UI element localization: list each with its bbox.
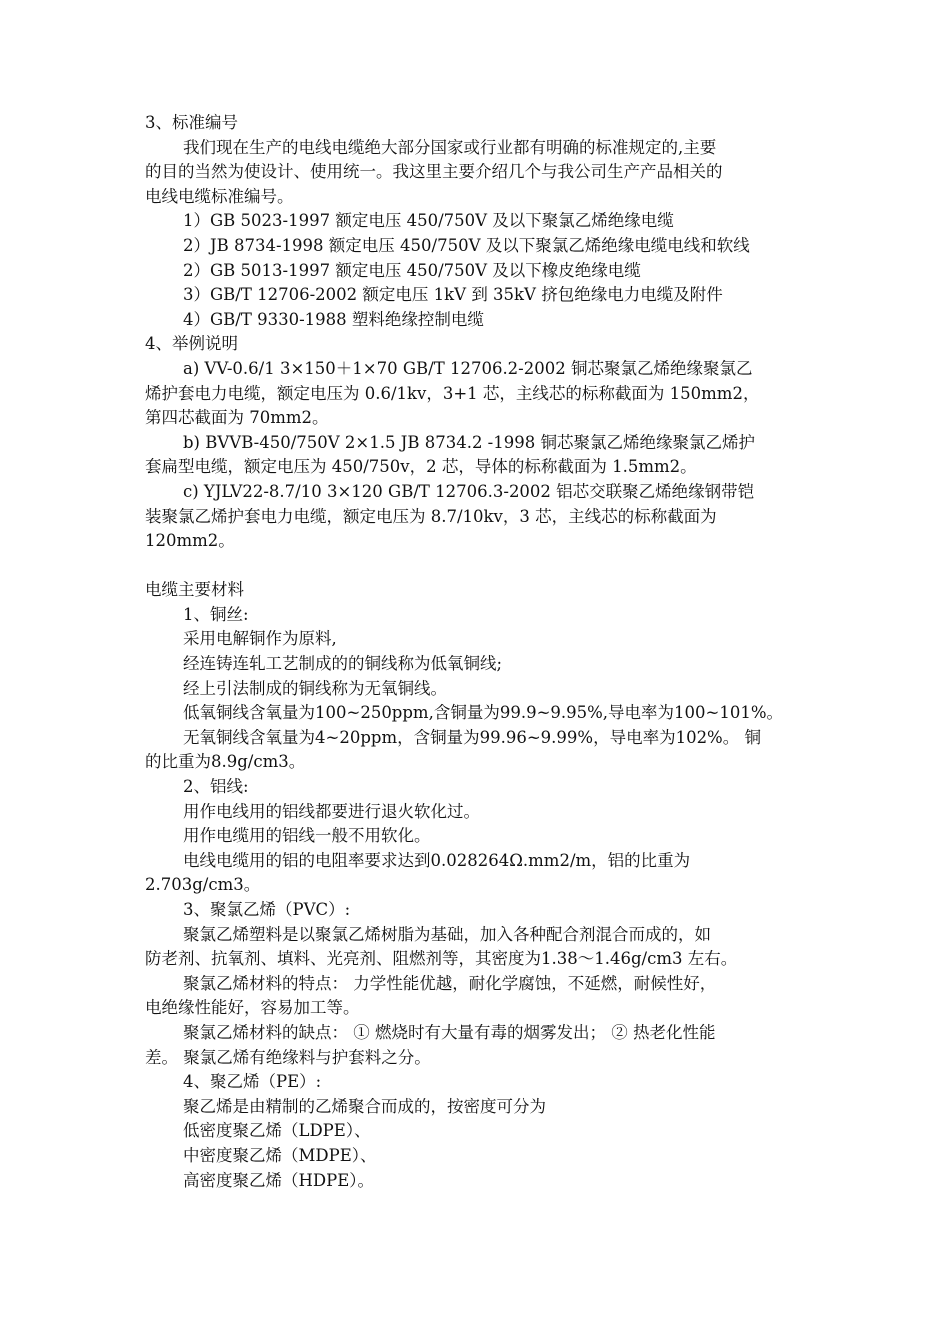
pe-line: 中密度聚乙烯（MDPE）、 bbox=[183, 1145, 377, 1165]
pvc-line: 聚氯乙烯材料的特点： 力学性能优越，耐化学腐蚀，不延燃，耐候性好， bbox=[183, 973, 717, 993]
standard-item: 4）GB/T 9330-1988 塑料绝缘控制电缆 bbox=[183, 309, 484, 329]
subheading-pvc: 3、聚氯乙烯（PVC）: bbox=[183, 900, 351, 919]
pvc-line: 聚氯乙烯材料的缺点： ① 燃烧时有大量有毒的烟雾发出； ② 热老化性能 bbox=[183, 1022, 716, 1042]
aluminum-line: 2.703g/cm3。 bbox=[145, 875, 261, 895]
pe-line: 高密度聚乙烯（HDPE）。 bbox=[183, 1170, 375, 1190]
standard-item: 1）GB 5023-1997 额定电压 450/750V 及以下聚氯乙烯绝缘电缆 bbox=[183, 211, 674, 231]
subheading-aluminum: 2、铝线: bbox=[183, 777, 249, 797]
aluminum-line: 用作电缆用的铝线一般不用软化。 bbox=[183, 826, 431, 846]
example-c-line: 120mm2。 bbox=[145, 531, 235, 551]
example-c-line: 装聚氯乙烯护套电力电缆，额定电压为 8.7/10kv，3 芯，主线芯的标称截面为 bbox=[145, 506, 717, 526]
copper-line: 经连铸连轧工艺制成的的铜线称为低氧铜线; bbox=[183, 654, 503, 674]
example-c-line: c) YJLV22-8.7/10 3×120 GB/T 12706.3-2002 铝芯交联聚乙烯绝缘钢带铠 bbox=[183, 481, 755, 501]
pe-line: 聚乙烯是由精制的乙烯聚合而成的，按密度可分为 bbox=[183, 1096, 546, 1116]
aluminum-line: 电线电缆用的铝的电阻率要求达到0.028264Ω.mm2/m，铝的比重为 bbox=[183, 850, 691, 870]
standard-item: 2）GB 5013-1997 额定电压 450/750V 及以下橡皮绝缘电缆 bbox=[183, 260, 641, 280]
copper-line: 经上引法制成的铜线称为无氧铜线。 bbox=[183, 678, 447, 698]
section-heading-standards: 3、标准编号 bbox=[145, 113, 238, 132]
subheading-copper: 1、铜丝: bbox=[183, 604, 249, 624]
pvc-line: 聚氯乙烯塑料是以聚氯乙烯树脂为基础，加入各种配合剂混合而成的，如 bbox=[183, 924, 711, 944]
pvc-line: 电绝缘性能好，容易加工等。 bbox=[145, 998, 360, 1018]
pvc-line: 差。 聚氯乙烯有绝缘料与护套料之分。 bbox=[145, 1047, 431, 1067]
example-a-line: 烯护套电力电缆，额定电压为 0.6/1kv，3+1 芯，主线芯的标称截面为 150mm2， bbox=[145, 383, 760, 403]
example-a-line: 第四芯截面为 70mm2。 bbox=[145, 408, 329, 428]
aluminum-line: 用作电线用的铝线都要进行退火软化过。 bbox=[183, 801, 480, 821]
example-b-line: 套扁型电缆，额定电压为 450/750v，2 芯，导体的标称截面为 1.5mm2。 bbox=[145, 457, 697, 477]
pe-line: 低密度聚乙烯（LDPE）、 bbox=[183, 1121, 371, 1141]
pvc-line: 防老剂、抗氧剂、填料、光亮剂、阻燃剂等，其密度为1.38～1.46g/cm3 左右。 bbox=[145, 949, 738, 969]
standard-item: 2）JB 8734-1998 额定电压 450/750V 及以下聚氯乙烯绝缘电缆电线和软线 bbox=[183, 235, 750, 255]
example-b-line: b) BVVB-450/750V 2×1.5 JB 8734.2 -1998 铜芯聚氯乙烯绝缘聚氯乙烯护 bbox=[183, 432, 755, 452]
document-page bbox=[145, 111, 809, 1193]
section-heading-examples: 4、举例说明 bbox=[145, 334, 238, 354]
paragraph-line: 的目的当然为使设计、使用统一。我这里主要介绍几个与我公司生产产品相关的 bbox=[145, 162, 723, 182]
blank-line bbox=[145, 554, 809, 579]
subheading-pe: 4、聚乙烯（PE）: bbox=[183, 1072, 322, 1092]
copper-line: 低氧铜线含氧量为100~250ppm,含铜量为99.9~9.95%,导电率为100~101%。 bbox=[183, 703, 784, 723]
example-a-line: a) VV-0.6/1 3×150＋1×70 GB/T 12706.2-2002 铜芯聚氯乙烯绝缘聚氯乙 bbox=[183, 358, 753, 378]
paragraph-line: 电线电缆标准编号。 bbox=[145, 186, 294, 206]
paragraph-line: 我们现在生产的电线电缆绝大部分国家或行业都有明确的标准规定的,主要 bbox=[183, 137, 717, 157]
section-heading-materials: 电缆主要材料 bbox=[145, 580, 244, 600]
copper-line: 采用电解铜作为原料, bbox=[183, 629, 337, 649]
copper-line: 的比重为8.9g/cm3。 bbox=[145, 752, 306, 772]
copper-line: 无氧铜线含氧量为4~20ppm，含铜量为99.96~9.99%，导电率为102%。 铜 bbox=[183, 727, 761, 747]
standard-item: 3）GB/T 12706-2002 额定电压 1kV 到 35kV 挤包绝缘电力电缆及附件 bbox=[183, 285, 723, 305]
